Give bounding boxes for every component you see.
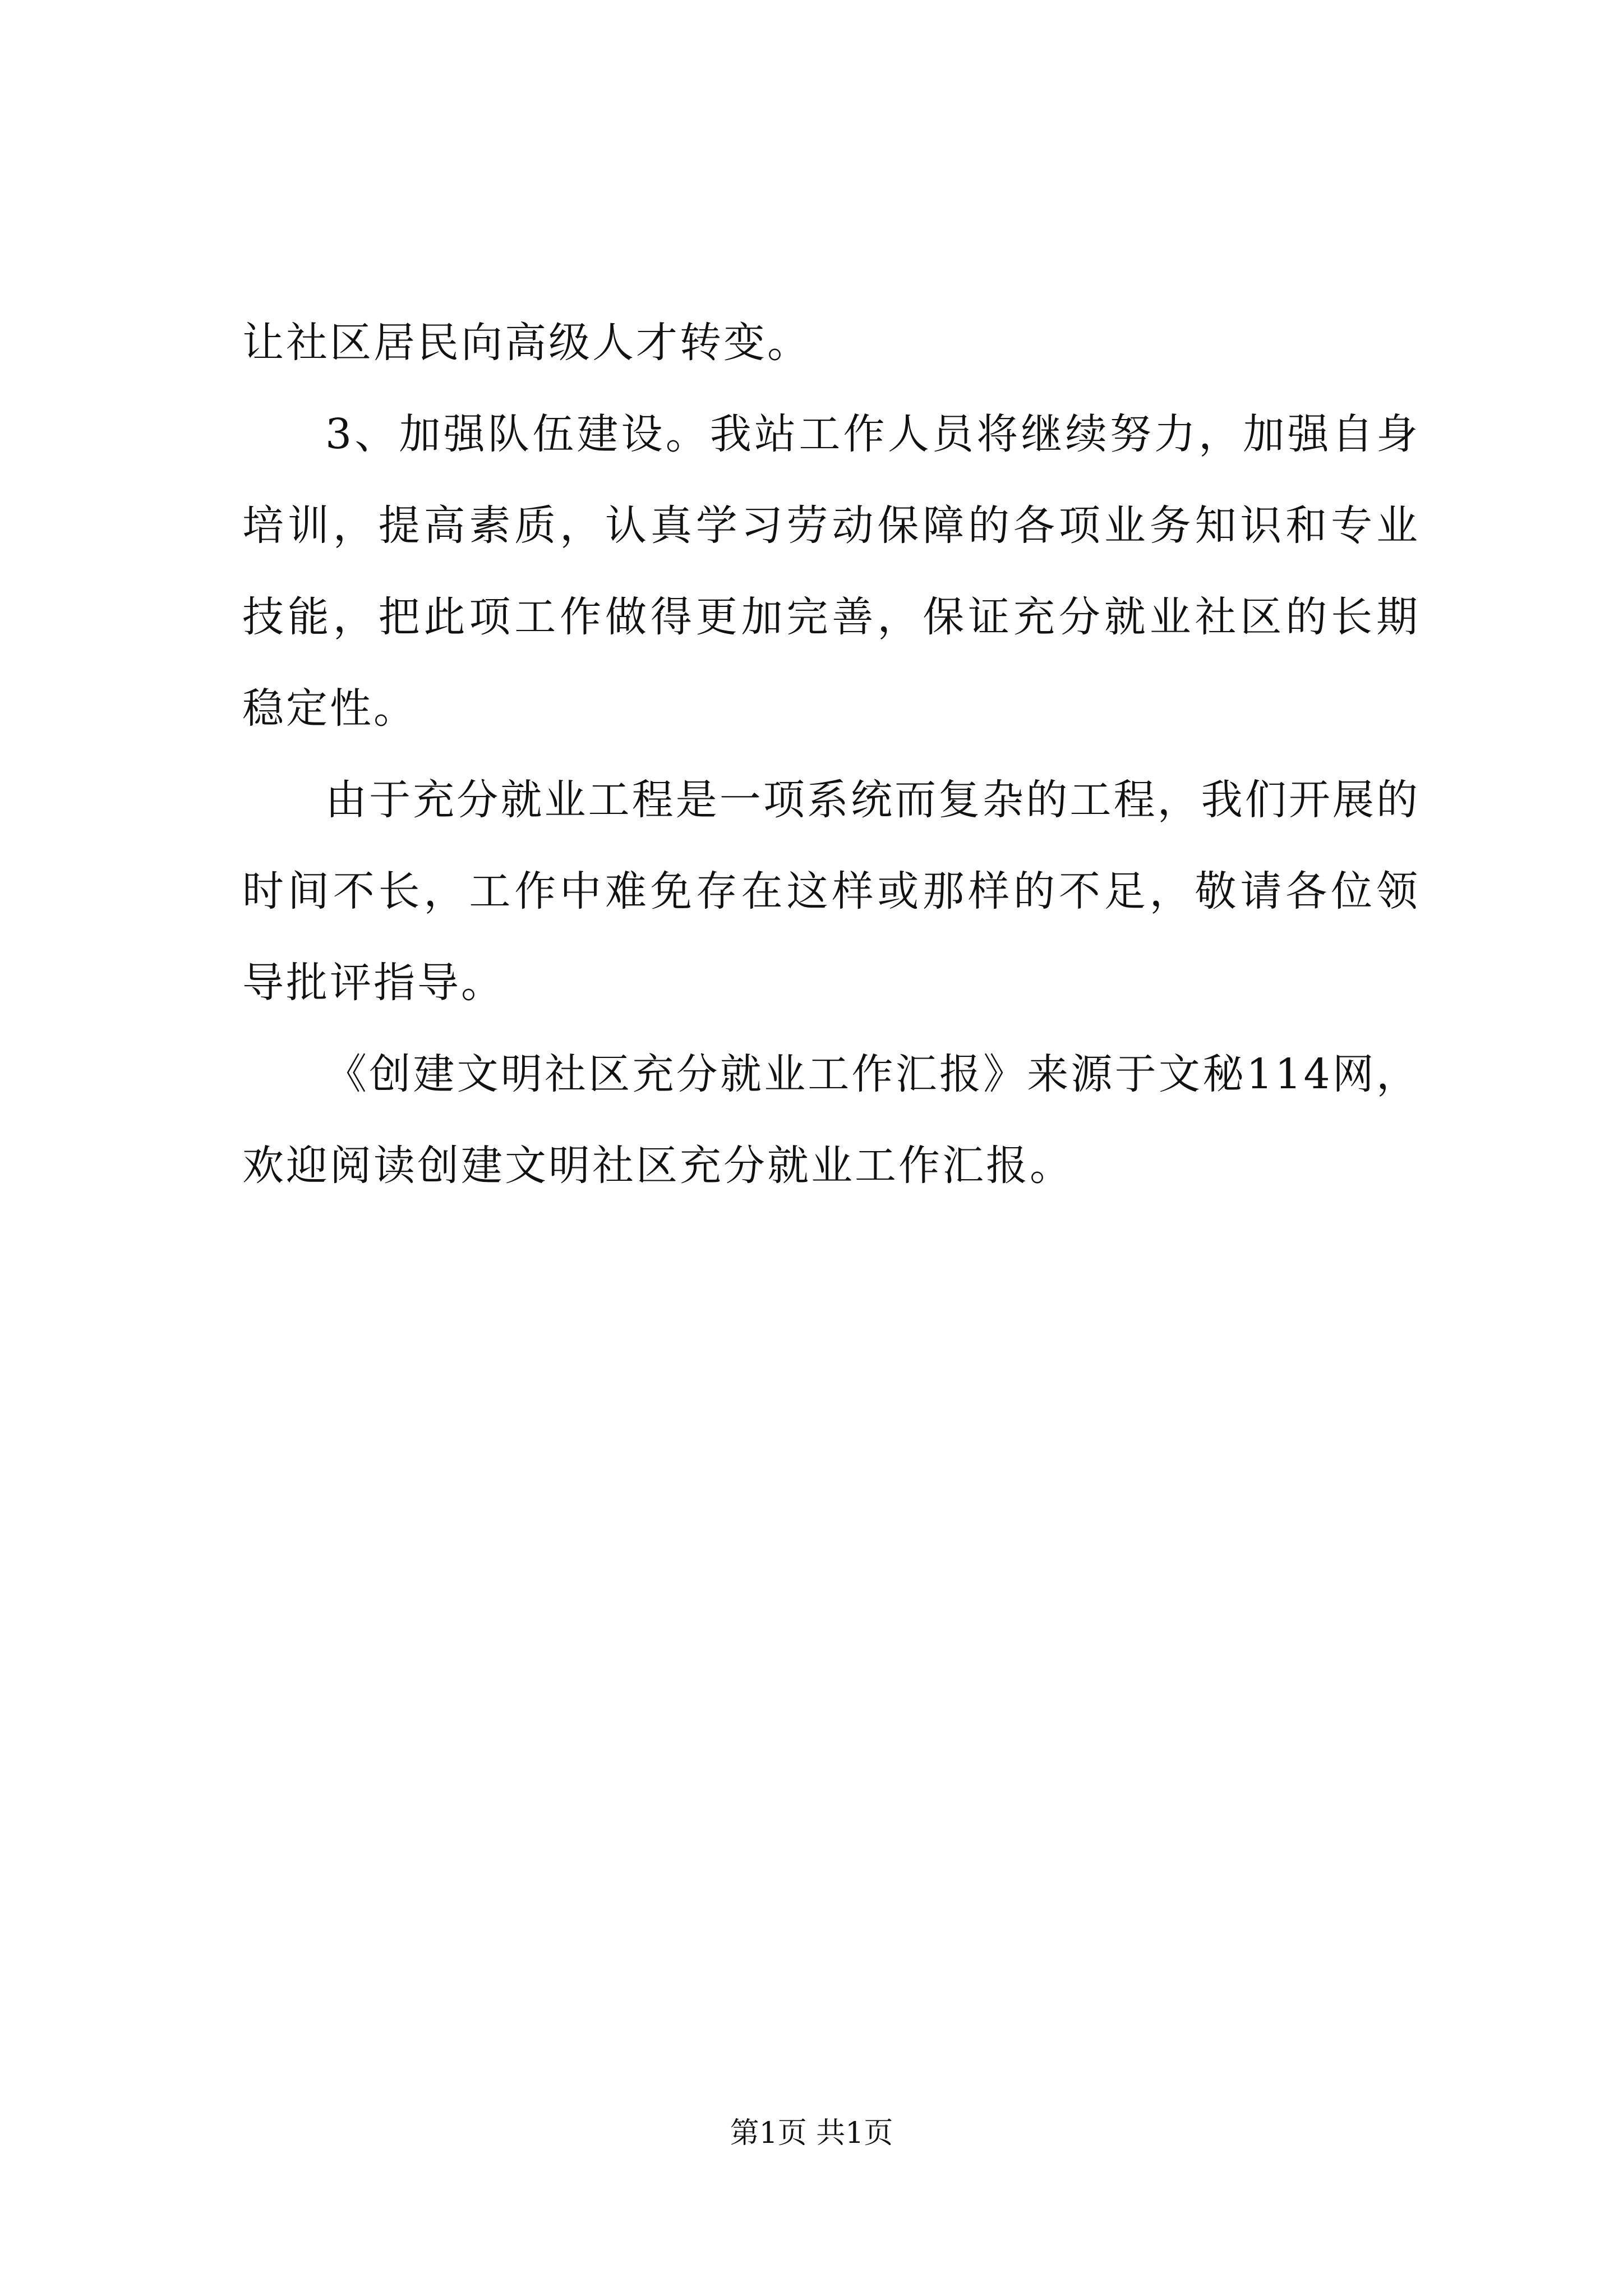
paragraph-shortcomings: 由于充分就业工程是一项系统而复杂的工程，我们开展的时间不长，工作中难免存在这样或那样的不足，敬请各位领导批评指导。 <box>242 776 1420 1007</box>
paragraph-source-note: 《创建文明社区充分就业工作汇报》来源于文秘114网，欢迎阅读创建文明社区充分就业工作汇报。 <box>242 1050 1420 1190</box>
paragraph-team-building: 3、加强队伍建设。我站工作人员将继续努力，加强自身培训，提高素质，认真学习劳动保障的各项业务知识和专业技能，把此项工作做得更加完善，保证充分就业社区的长期稳定性。 <box>242 410 1420 733</box>
paragraph-continuation: 让社区居民向高级人才转变。 <box>242 319 811 367</box>
page-number-footer: 第1页 共1页 <box>730 2116 893 2150</box>
document-body <box>242 297 1420 1212</box>
